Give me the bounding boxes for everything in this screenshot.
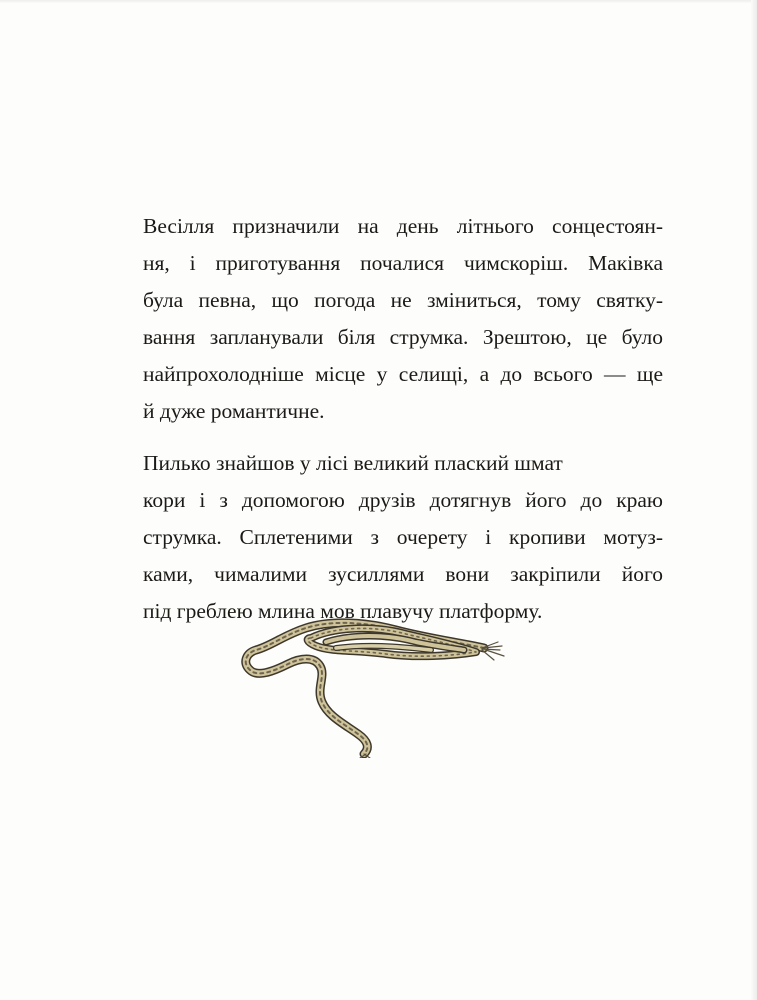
paragraph-1 bbox=[143, 208, 663, 430]
paragraph-2 bbox=[143, 445, 663, 630]
text-line: кори і з допомогою друзів дотягнув його до краю bbox=[143, 488, 663, 512]
page-right-edge bbox=[751, 0, 757, 1000]
page-top-edge bbox=[0, 0, 757, 3]
text-line: ня, і приготування почалися чимскоріш. Маківка bbox=[143, 251, 663, 275]
text-line: ками, чималими зусиллями вони закріпили його bbox=[143, 562, 663, 586]
page-text bbox=[143, 208, 663, 630]
text-line: Пилько знайшов у лісі великий плаский шмат bbox=[143, 451, 563, 475]
text-line: Весілля призначили на день літнього сонцестоян- bbox=[143, 214, 663, 238]
text-line: була певна, що погода не зміниться, тому святку- bbox=[143, 288, 663, 312]
text-line: найпрохолодніше місце у селищі, а до всього — ще bbox=[143, 362, 663, 386]
text-line: вання запланували біля струмка. Зрештою, це було bbox=[143, 325, 663, 349]
rope-illustration-icon bbox=[236, 608, 526, 758]
text-line: й дуже романтичне. bbox=[143, 399, 325, 423]
text-line: під греблею млина мов плавучу платформу. bbox=[143, 599, 543, 623]
text-line: струмка. Сплетеними з очерету і кропиви мотуз- bbox=[143, 525, 663, 549]
